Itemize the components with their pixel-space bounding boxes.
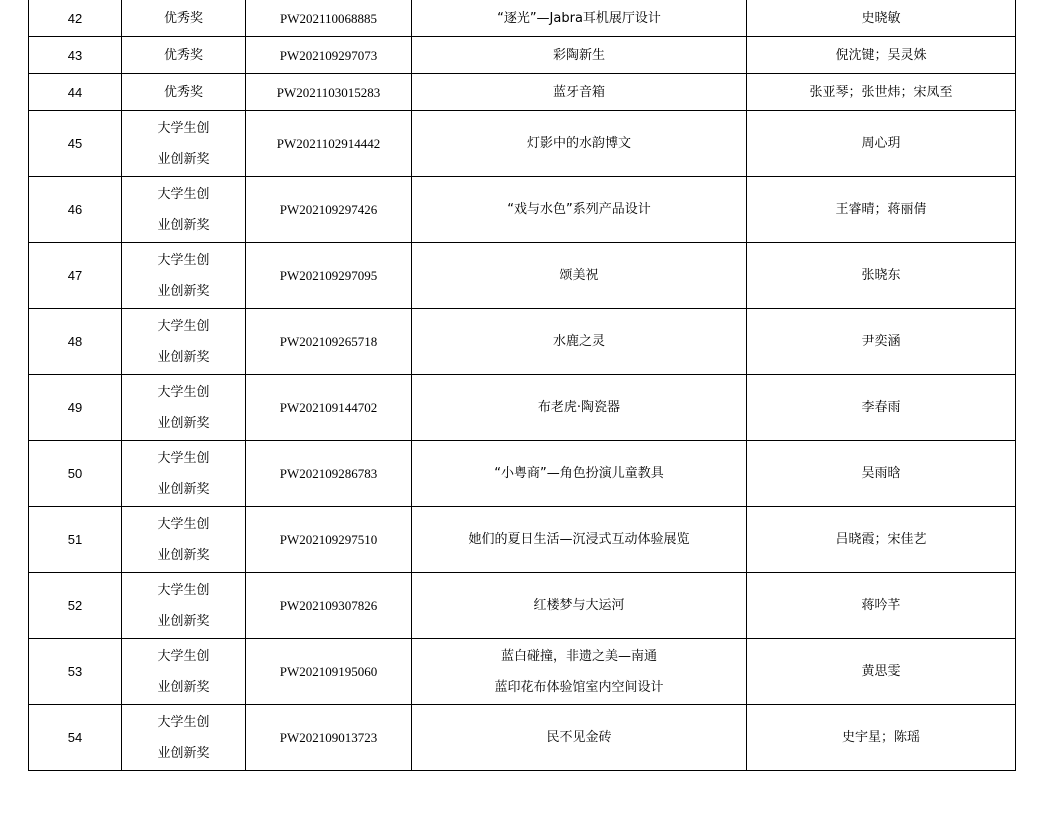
table-row bbox=[29, 243, 1016, 309]
row-number: 46 bbox=[67, 202, 83, 217]
entry-code-cell bbox=[246, 441, 412, 507]
row-number-cell bbox=[29, 573, 122, 639]
entry-code-cell bbox=[246, 111, 412, 177]
award-level-cell bbox=[122, 243, 246, 309]
entry-authors-cell bbox=[747, 74, 1016, 111]
row-number: 49 bbox=[67, 400, 83, 415]
award-level-cell bbox=[122, 177, 246, 243]
award-level-cell bbox=[122, 705, 246, 771]
entry-title-cell bbox=[412, 573, 747, 639]
table-row bbox=[29, 177, 1016, 243]
table-row bbox=[29, 309, 1016, 375]
entry-authors: 张亚琴；张世炜；宋凤至 bbox=[809, 84, 953, 100]
table-row bbox=[29, 507, 1016, 573]
entry-authors: 李春雨 bbox=[861, 400, 901, 415]
entry-authors-cell bbox=[747, 37, 1016, 74]
row-number-cell bbox=[29, 111, 122, 177]
row-number-cell bbox=[29, 243, 122, 309]
row-number-cell bbox=[29, 309, 122, 375]
entry-title: 水鹿之灵 bbox=[552, 334, 605, 349]
entry-code-cell bbox=[246, 309, 412, 375]
row-number: 50 bbox=[67, 466, 83, 481]
award-level: 大学生创 业创新奖 bbox=[157, 516, 210, 563]
entry-title: “戏与水色”系列产品设计 bbox=[507, 202, 651, 217]
entry-title: 她们的夏日生活—沉浸式互动体验展览 bbox=[468, 532, 690, 547]
entry-title: 颂美祝 bbox=[559, 268, 599, 283]
entry-code-cell bbox=[246, 37, 412, 74]
row-number: 45 bbox=[67, 136, 83, 151]
row-number-cell bbox=[29, 705, 122, 771]
entry-code: PW2021103015283 bbox=[276, 84, 381, 100]
entry-authors: 吴雨晗 bbox=[861, 466, 901, 481]
row-number-cell bbox=[29, 74, 122, 111]
table-row bbox=[29, 111, 1016, 177]
entry-authors: 黄思雯 bbox=[861, 664, 901, 679]
entry-authors-cell bbox=[747, 441, 1016, 507]
entry-authors-cell bbox=[747, 573, 1016, 639]
entry-title-cell bbox=[412, 0, 747, 37]
table-row bbox=[29, 441, 1016, 507]
row-number: 51 bbox=[67, 532, 83, 547]
entry-title-cell bbox=[412, 111, 747, 177]
entry-authors: 吕晓霞；宋佳艺 bbox=[835, 532, 927, 547]
entry-code: PW202109297510 bbox=[279, 532, 378, 547]
award-level: 大学生创 业创新奖 bbox=[157, 318, 210, 365]
entry-authors: 周心玥 bbox=[861, 136, 901, 151]
row-number-cell bbox=[29, 37, 122, 74]
award-level: 大学生创 业创新奖 bbox=[157, 648, 210, 695]
entry-code: PW202110068885 bbox=[279, 10, 378, 26]
row-number-cell bbox=[29, 0, 122, 37]
entry-title: “逐光”—Jabra耳机展厅设计 bbox=[497, 10, 661, 26]
award-level: 优秀奖 bbox=[163, 47, 203, 63]
entry-code-cell bbox=[246, 177, 412, 243]
entry-code-cell bbox=[246, 705, 412, 771]
entry-authors-cell bbox=[747, 309, 1016, 375]
row-number-cell bbox=[29, 177, 122, 243]
award-level-cell bbox=[122, 37, 246, 74]
entry-title-cell bbox=[412, 441, 747, 507]
entry-authors-cell bbox=[747, 0, 1016, 37]
table-row bbox=[29, 639, 1016, 705]
entry-code: PW202109144702 bbox=[279, 400, 378, 415]
row-number: 44 bbox=[67, 84, 83, 100]
row-number-cell bbox=[29, 507, 122, 573]
entry-title-cell bbox=[412, 375, 747, 441]
entry-code: PW202109013723 bbox=[279, 730, 378, 745]
entry-authors: 倪沈键；吴灵姝 bbox=[835, 47, 927, 63]
entry-code-cell bbox=[246, 507, 412, 573]
awards-table-body bbox=[29, 0, 1016, 771]
entry-title-cell bbox=[412, 705, 747, 771]
award-level-cell bbox=[122, 639, 246, 705]
award-level-cell bbox=[122, 309, 246, 375]
row-number-cell bbox=[29, 375, 122, 441]
entry-code-cell bbox=[246, 243, 412, 309]
entry-title: “小粤商”—角色扮演儿童教具 bbox=[494, 466, 664, 481]
award-level: 优秀奖 bbox=[163, 10, 203, 26]
entry-title: 灯影中的水韵博文 bbox=[526, 136, 631, 151]
entry-authors: 张晓东 bbox=[861, 268, 901, 283]
row-number: 42 bbox=[67, 10, 83, 26]
table-row bbox=[29, 37, 1016, 74]
entry-code: PW202109195060 bbox=[279, 664, 378, 679]
entry-code-cell bbox=[246, 375, 412, 441]
award-level: 优秀奖 bbox=[163, 84, 203, 100]
entry-code: PW202109307826 bbox=[279, 598, 378, 613]
row-number: 53 bbox=[67, 664, 83, 679]
entry-code: PW202109297073 bbox=[279, 47, 378, 63]
entry-title: 蓝牙音箱 bbox=[552, 84, 605, 100]
row-number-cell bbox=[29, 441, 122, 507]
row-number: 47 bbox=[67, 268, 83, 283]
award-level: 大学生创 业创新奖 bbox=[157, 252, 210, 299]
table-row bbox=[29, 705, 1016, 771]
entry-code-cell bbox=[246, 74, 412, 111]
entry-code-cell bbox=[246, 0, 412, 37]
award-level-cell bbox=[122, 74, 246, 111]
award-level: 大学生创 业创新奖 bbox=[157, 582, 210, 629]
entry-title-cell bbox=[412, 309, 747, 375]
award-level-cell bbox=[122, 507, 246, 573]
entry-authors: 史晓敏 bbox=[861, 10, 901, 26]
entry-title: 蓝白碰撞，非遗之美—南通 蓝印花布体验馆室内空间设计 bbox=[494, 648, 664, 695]
entry-title-cell bbox=[412, 37, 747, 74]
table-row bbox=[29, 573, 1016, 639]
row-number: 48 bbox=[67, 334, 83, 349]
entry-title-cell bbox=[412, 507, 747, 573]
entry-authors-cell bbox=[747, 705, 1016, 771]
awards-table bbox=[28, 0, 1016, 771]
entry-authors: 尹奕涵 bbox=[861, 334, 901, 349]
entry-title: 彩陶新生 bbox=[552, 47, 605, 63]
row-number: 54 bbox=[67, 730, 83, 745]
award-level: 大学生创 业创新奖 bbox=[157, 384, 210, 431]
entry-authors-cell bbox=[747, 639, 1016, 705]
entry-code: PW202109286783 bbox=[279, 466, 378, 481]
table-row bbox=[29, 0, 1016, 37]
entry-authors-cell bbox=[747, 375, 1016, 441]
entry-title: 红楼梦与大运河 bbox=[533, 598, 625, 613]
entry-authors-cell bbox=[747, 177, 1016, 243]
table-row bbox=[29, 74, 1016, 111]
award-level: 大学生创 业创新奖 bbox=[157, 120, 210, 167]
entry-code: PW202109297426 bbox=[279, 202, 378, 217]
row-number: 52 bbox=[67, 598, 83, 613]
entry-title-cell bbox=[412, 639, 747, 705]
entry-code: PW2021102914442 bbox=[276, 136, 381, 151]
entry-authors-cell bbox=[747, 243, 1016, 309]
row-number-cell bbox=[29, 639, 122, 705]
award-level-cell bbox=[122, 375, 246, 441]
entry-authors: 史宇星；陈瑶 bbox=[841, 730, 920, 745]
entry-title: 民不见金砖 bbox=[546, 730, 612, 745]
table-row bbox=[29, 375, 1016, 441]
award-level-cell bbox=[122, 0, 246, 37]
entry-code: PW202109297095 bbox=[279, 268, 378, 283]
award-level-cell bbox=[122, 573, 246, 639]
entry-title-cell bbox=[412, 243, 747, 309]
entry-authors-cell bbox=[747, 507, 1016, 573]
award-level: 大学生创 业创新奖 bbox=[157, 450, 210, 497]
entry-code: PW202109265718 bbox=[279, 334, 378, 349]
award-level-cell bbox=[122, 441, 246, 507]
entry-authors: 蒋吟芊 bbox=[861, 598, 901, 613]
award-level: 大学生创 业创新奖 bbox=[157, 186, 210, 233]
entry-authors-cell bbox=[747, 111, 1016, 177]
entry-code-cell bbox=[246, 573, 412, 639]
award-level-cell bbox=[122, 111, 246, 177]
entry-title: 布老虎·陶瓷器 bbox=[537, 400, 621, 415]
award-level: 大学生创 业创新奖 bbox=[157, 714, 210, 761]
entry-authors: 王睿晴；蒋丽倩 bbox=[835, 202, 927, 217]
entry-title-cell bbox=[412, 177, 747, 243]
entry-code-cell bbox=[246, 639, 412, 705]
row-number: 43 bbox=[67, 47, 83, 63]
entry-title-cell bbox=[412, 74, 747, 111]
